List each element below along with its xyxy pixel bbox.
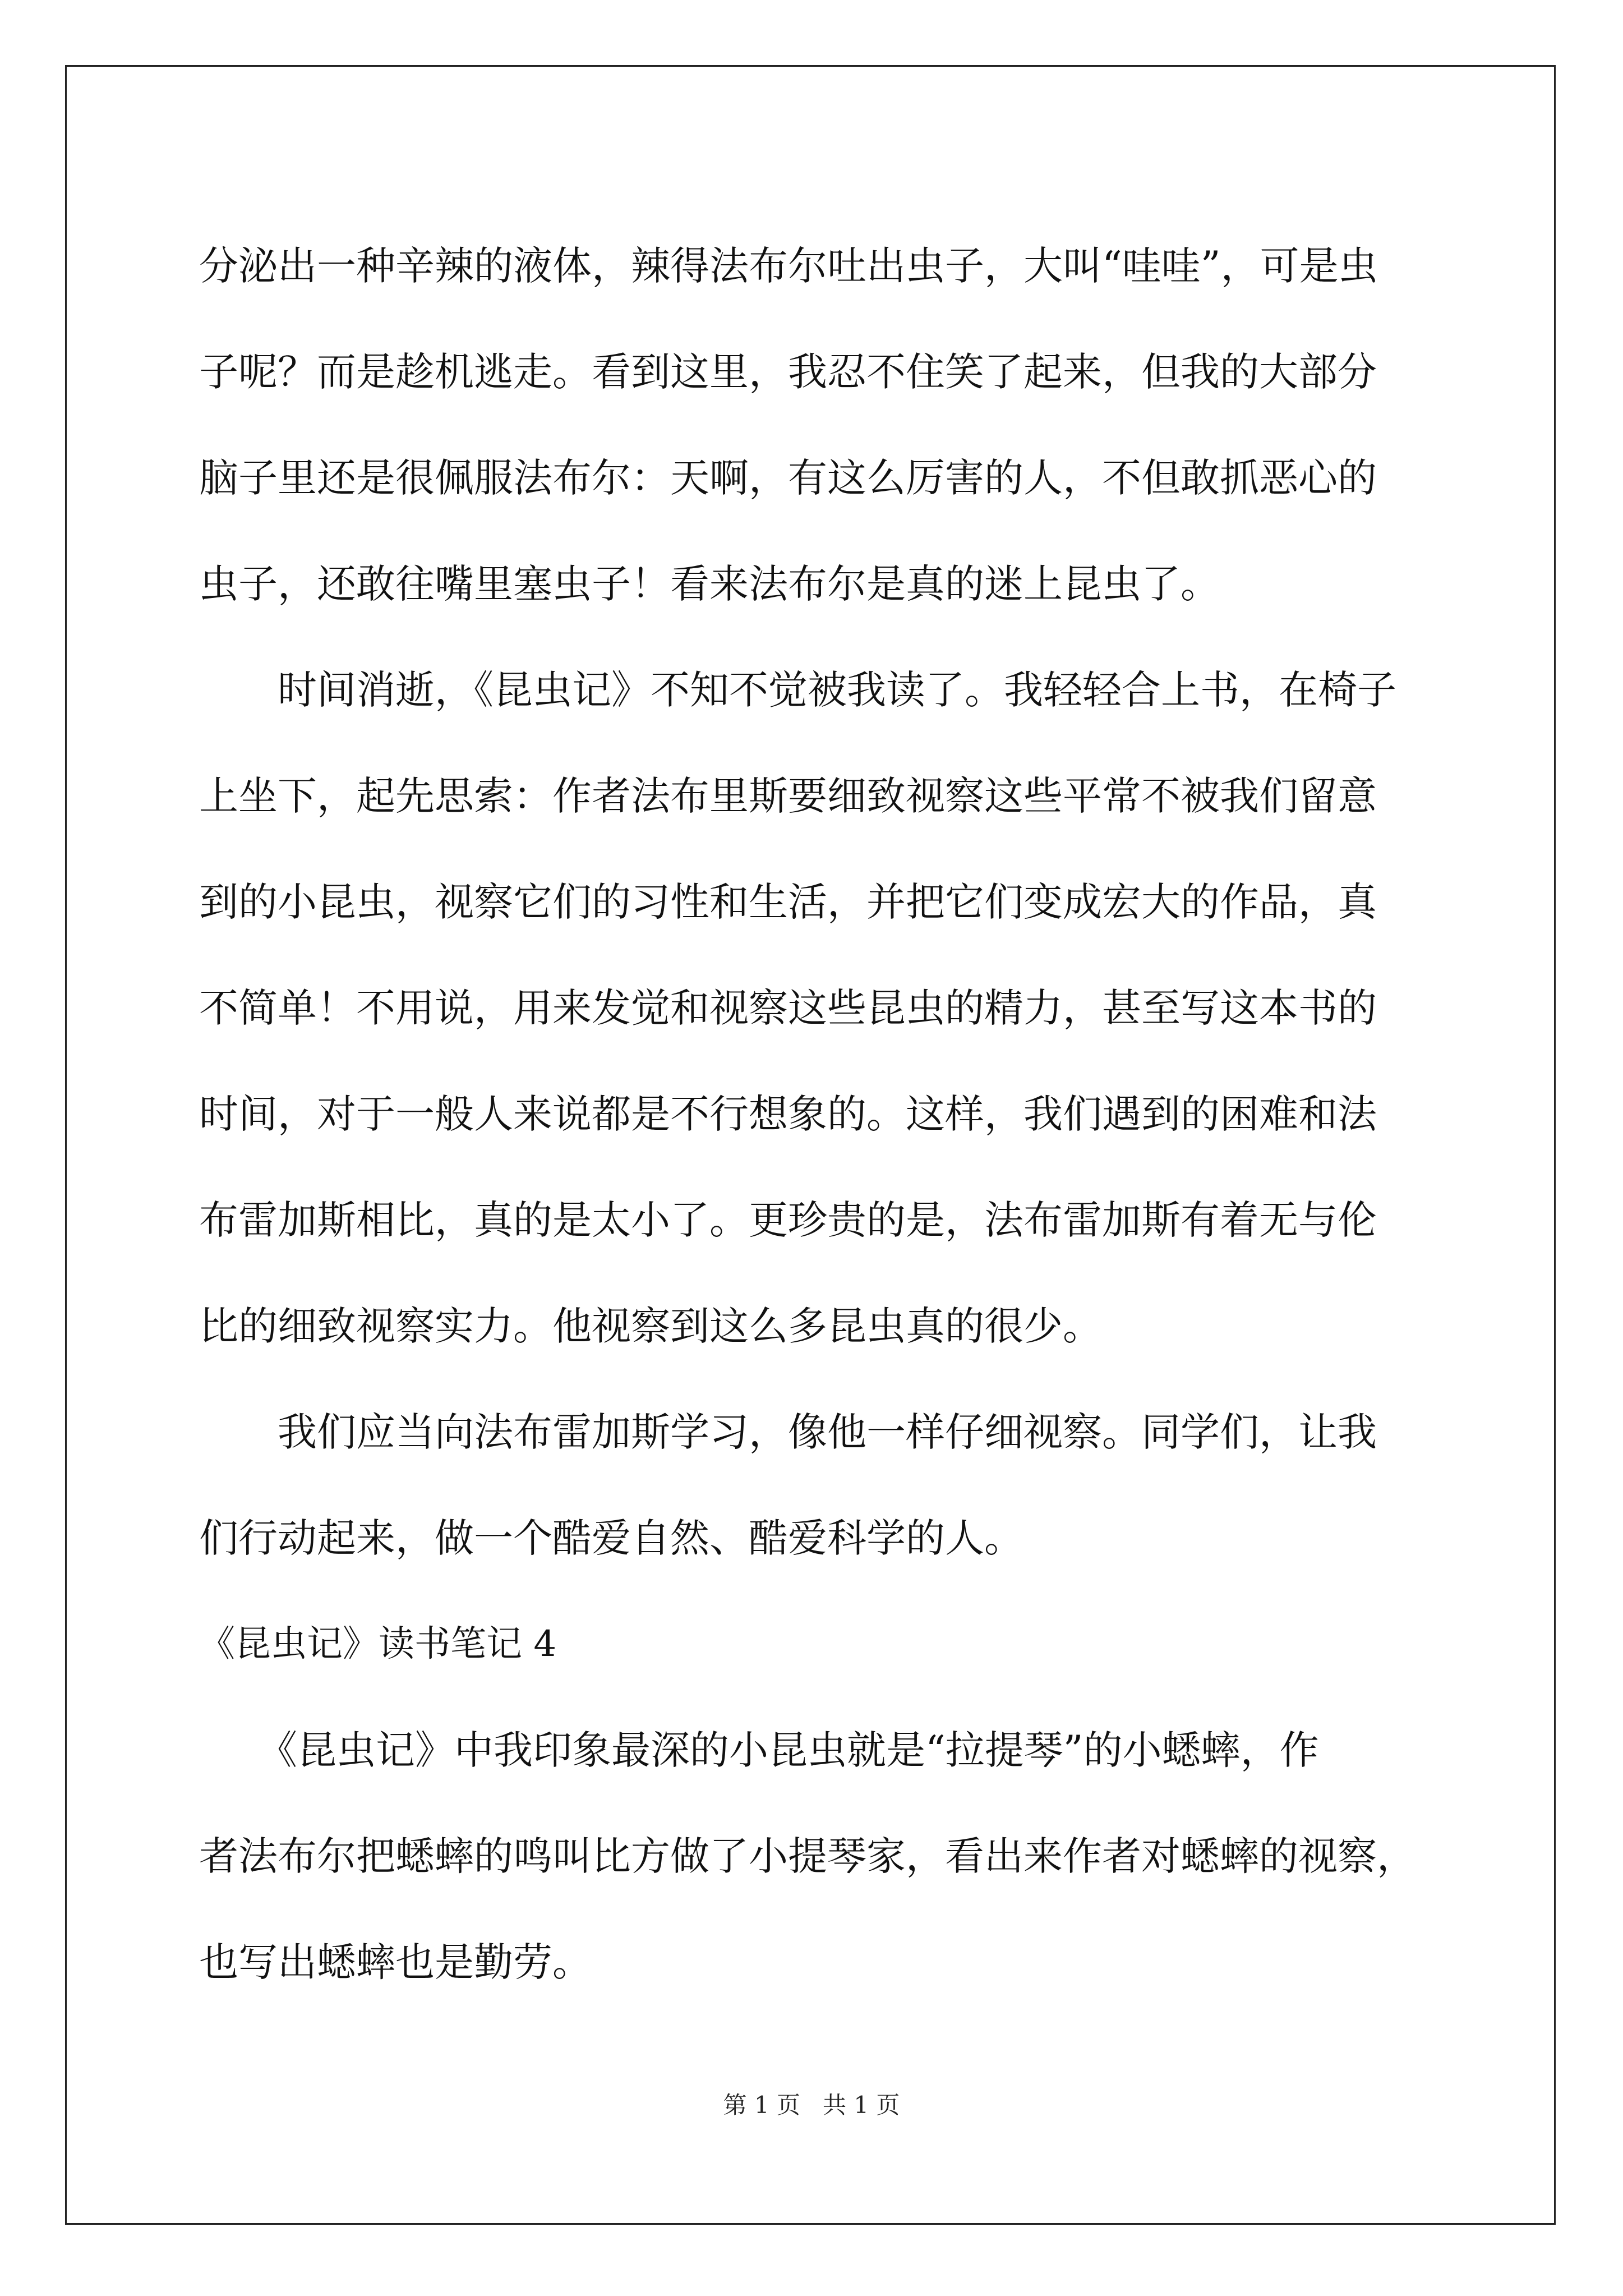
- text-line: 不简单！不用说，用来发觉和视察这些昆虫的精力，甚至写这本书的: [199, 985, 1377, 1031]
- text-line: 比的细致视察实力。他视察到这么多昆虫真的很少。: [199, 1303, 1102, 1349]
- page-number: 第 1 页: [723, 2091, 800, 2119]
- text-line: 我们应当向法布雷加斯学习，像他一样仔细视察。同学们，让我: [199, 1409, 1377, 1455]
- text-line: 上坐下，起先思索：作者法布里斯要细致视察这些平常不被我们留意: [199, 773, 1377, 819]
- text-line: 时间，对于一般人来说都是不行想象的。这样，我们遇到的困难和法: [199, 1091, 1377, 1137]
- text-line: 分泌出一种辛辣的液体，辣得法布尔吐出虫子，大叫“哇哇”，可是虫: [199, 243, 1378, 289]
- text-line: 者法布尔把蟋蟀的鸣叫比方做了小提琴家，看出来作者对蟋蟀的视察，: [199, 1833, 1416, 1879]
- document-body: [199, 213, 1427, 2016]
- text-line: 们行动起来，做一个酷爱自然、酷爱科学的人。: [199, 1515, 1023, 1561]
- text-line: 也写出蟋蟀也是勤劳。: [199, 1939, 592, 1985]
- text-line: 虫子，还敢往嘴里塞虫子！看来法布尔是真的迷上昆虫了。: [199, 561, 1220, 607]
- text-line: 时间消逝，《昆虫记》不知不觉被我读了。我轻轻合上书，在椅子: [199, 667, 1396, 713]
- text-line: 子呢？而是趁机逃走。看到这里，我忍不住笑了起来，但我的大部分: [199, 349, 1377, 395]
- page-footer: [0, 2087, 1623, 2120]
- text-line: 《昆虫记》中我印象最深的小昆虫就是“拉提琴”的小蟋蟀，作: [199, 1727, 1319, 1773]
- text-line: 脑子里还是很佩服法布尔：天啊，有这么厉害的人，不但敢抓恶心的: [199, 455, 1377, 501]
- text-line: 到的小昆虫，视察它们的习性和生活，并把它们变成宏大的作品，真: [199, 879, 1377, 925]
- text-line: 布雷加斯相比，真的是太小了。更珍贵的是，法布雷加斯有着无与伦: [199, 1197, 1377, 1243]
- page-total: 共 1 页: [823, 2091, 900, 2119]
- section-heading: 《昆虫记》读书笔记 4: [199, 1623, 557, 1665]
